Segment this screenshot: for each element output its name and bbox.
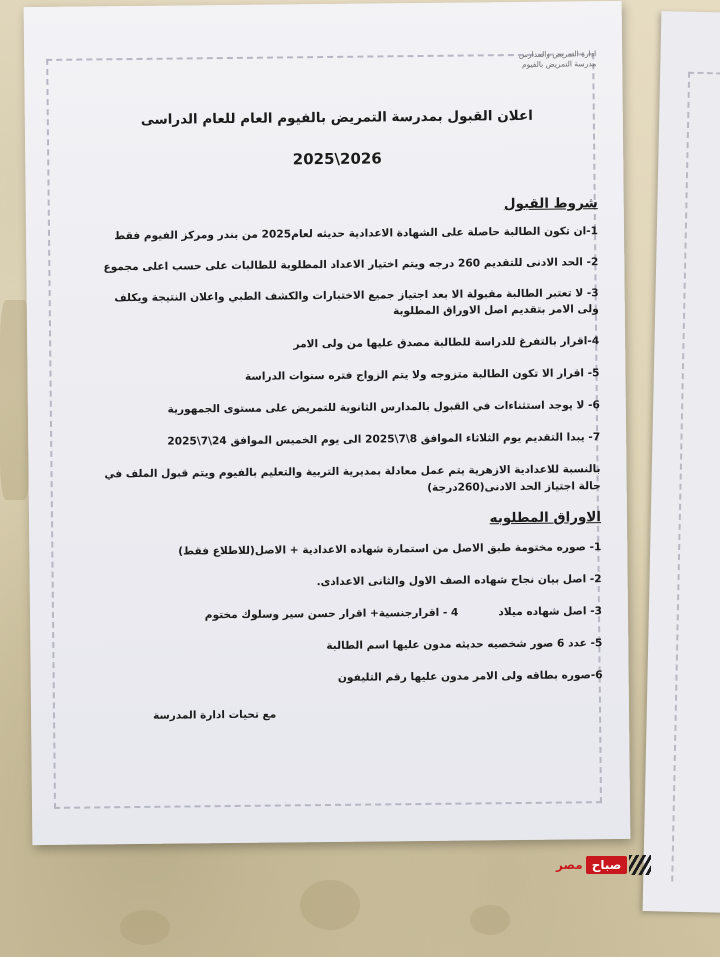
document-item-3: 3- اصل شهاده ميلاد xyxy=(498,605,603,619)
academic-year: 2026\2025 xyxy=(292,149,382,169)
condition-item-1: 1-ان تكون الطالبة حاصلة على الشهادة الاعدادية حديثه لعام2025 من بندر ومركز الفيوم فقط xyxy=(114,225,599,243)
condition-item-5: 5- اقرار الا تكون الطالبة متزوجه ولا يتم الزواج فتره سنوات الدراسة xyxy=(244,367,600,383)
document-item-5: 5- عدد 6 صور شخصيه حديثه مدون عليها اسم الطالبة xyxy=(326,637,603,653)
announcement-title: اعلان القبول بمدرسة التمريض بالفيوم العام للعام الدراسى xyxy=(140,107,533,128)
documents-heading: الاوراق المطلوبه xyxy=(489,509,602,527)
condition-item-7: 7- يبدا التقديم يوم الثلاثاء الموافق 8\7\2025 الى يوم الخميس الموافق 24\7\2025 xyxy=(167,431,601,448)
org-line-1: ادارة التمريض والمدارس xyxy=(518,49,597,59)
footer-signature: مع تحيات ادارة المدرسة xyxy=(152,708,277,722)
watermark-logo xyxy=(556,852,651,878)
watermark-brand: صباح xyxy=(586,856,628,874)
conditions-heading: شروط القبول xyxy=(503,195,598,213)
azhar-note: بالنسبة للاعدادية الازهرية يتم عمل معادلة بمديرية التربية والتعليم بالفيوم ويتم قبول الملف في حالة اجتياز الحد الادنى(260درجة) xyxy=(104,463,601,494)
announcement-paper xyxy=(24,1,631,845)
document-item-4: 4 - اقرارجنسية+ اقرار حسن سير وسلوك مختوم xyxy=(204,606,459,622)
condition-item-4: 4-اقرار بالتفرغ للدراسة للطالبة مصدق عليها من ولى الامر xyxy=(293,335,600,351)
announcement-content xyxy=(76,49,603,722)
condition-item-6: 6- لا يوجد استثناءات في القبول بالمدارس الثانوية للتمريض على مستوى الجمهورية xyxy=(167,399,600,416)
watermark-stripes-icon xyxy=(629,855,651,875)
document-item-6: 6-صوره بطاقه ولى الامر مدون عليها رقم التليفون xyxy=(337,669,603,684)
document-item-2: 2- اصل بيان نجاح شهاده الصف الاول والثانى الاعدادى. xyxy=(316,573,602,589)
adjacent-paper-border xyxy=(671,72,720,883)
org-line-2: مدرسة التمريض بالفيوم xyxy=(521,59,597,69)
condition-item-2: 2- الحد الادنى للتقديم 260 درجه ويتم اختيار الاعداد المطلوبة للطالبات على حسب اعلى مجموع xyxy=(103,256,599,274)
adjacent-paper xyxy=(643,11,720,913)
watermark-country: مصر xyxy=(556,858,583,872)
condition-item-3: 3- لا تعتبر الطالبة مقبولة الا بعد اجتياز جميع الاختبارات والكشف الطبي واعلان النتيجة ويكلف ولى الامر بتقديم اصل الاوراق المطلوبة xyxy=(114,287,599,318)
document-item-1: 1- صوره مختومة طبق الاصل من استمارة شهاده الاعدادية + الاصل(للاطلاع فقط) xyxy=(178,541,602,558)
document-items-3-4 xyxy=(82,603,602,624)
